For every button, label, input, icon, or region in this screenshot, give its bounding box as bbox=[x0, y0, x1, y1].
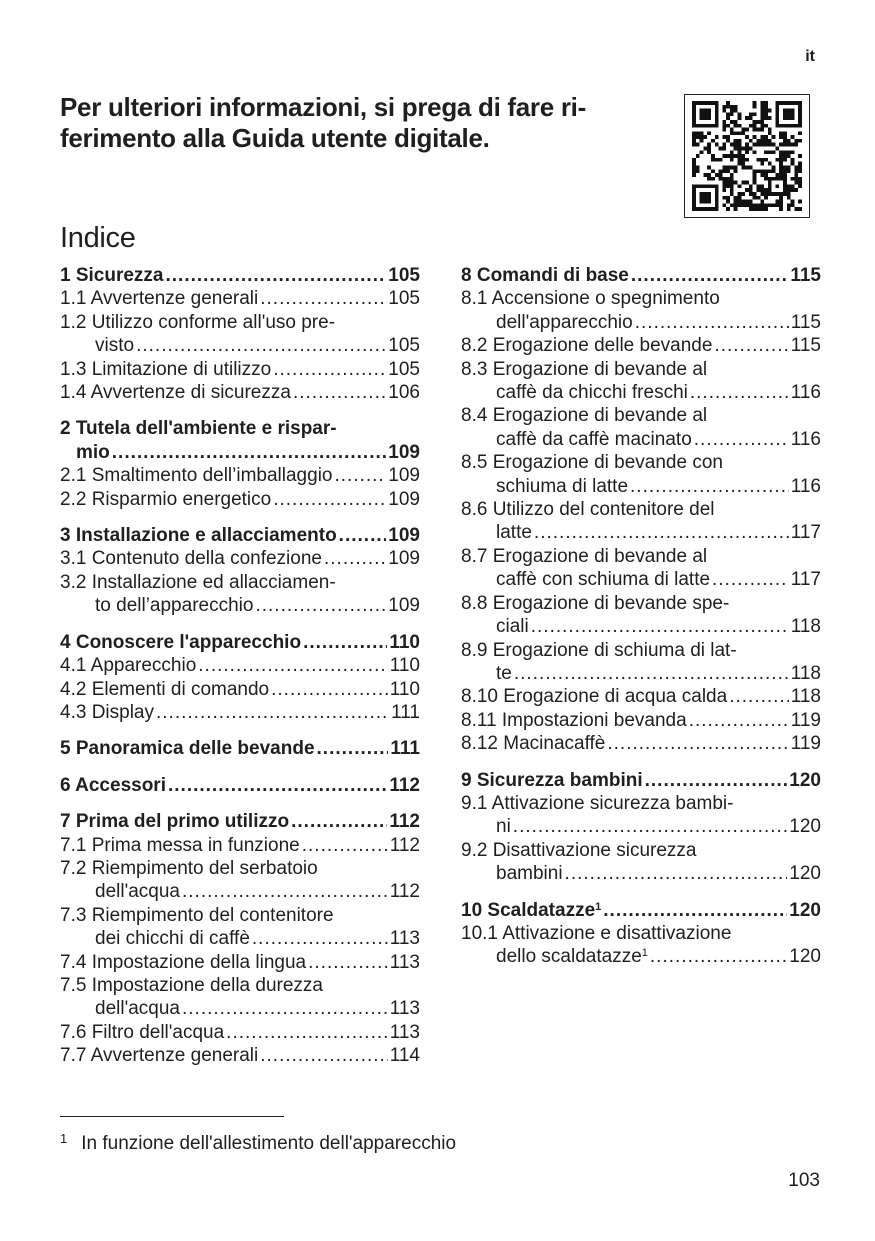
dot-leader bbox=[166, 264, 387, 287]
toc-entry-row[interactable] bbox=[461, 862, 821, 885]
toc-page-number: 112 bbox=[389, 811, 420, 833]
toc-entry-row[interactable] bbox=[461, 381, 821, 404]
toc-entry-row[interactable] bbox=[60, 810, 420, 833]
toc-page-number: 114 bbox=[389, 1045, 420, 1067]
toc-page-number: 120 bbox=[789, 899, 821, 921]
qr-code-icon[interactable] bbox=[684, 94, 810, 218]
toc-page-number: 120 bbox=[789, 816, 821, 838]
dot-leader bbox=[630, 475, 789, 498]
toc-section bbox=[60, 737, 420, 760]
toc-entry-row[interactable] bbox=[461, 334, 821, 357]
toc-subentry[interactable]: 1.2 Utilizzo conforme all'uso pre- bbox=[60, 311, 336, 333]
dot-leader bbox=[714, 334, 788, 357]
toc-entry-title: 8.2 Erogazione delle bevande bbox=[461, 335, 713, 357]
toc-entry-title: 8.10 Erogazione di acqua calda bbox=[461, 686, 728, 708]
toc-subentry[interactable]: 8.1 Accensione o spegnimento bbox=[461, 288, 720, 310]
toc-heading[interactable]: 2 Tutela dell'ambiente e rispar- bbox=[60, 418, 337, 440]
toc-entry-title: 4 Conoscere l'apparecchio bbox=[60, 631, 302, 653]
toc-page-number: 116 bbox=[790, 475, 821, 497]
page-number: 103 bbox=[788, 1170, 820, 1191]
toc-entry-title: 7.4 Impostazione della lingua bbox=[60, 951, 307, 973]
footnote-text: In funzione dell'allestimento dell'apparecchio bbox=[81, 1133, 457, 1154]
toc-page-number: 117 bbox=[790, 522, 821, 544]
toc-entry-title: 7.7 Avvertenze generali bbox=[60, 1045, 259, 1067]
dot-leader bbox=[182, 880, 388, 903]
dot-leader bbox=[635, 311, 789, 334]
toc-entry-row[interactable] bbox=[60, 334, 420, 357]
toc-page-number: 115 bbox=[790, 265, 821, 286]
toc-subentry[interactable]: 9.2 Disattivazione sicurezza bbox=[461, 839, 697, 861]
toc-entry-title: 7.6 Filtro dell'acqua bbox=[60, 1021, 225, 1043]
toc-entry-row[interactable] bbox=[60, 654, 420, 677]
toc-page-number: 118 bbox=[790, 662, 821, 684]
dot-leader bbox=[273, 488, 386, 511]
toc-entry-row[interactable] bbox=[461, 311, 821, 334]
toc-entry-row[interactable] bbox=[60, 678, 420, 701]
toc-subentry[interactable]: 7.2 Riempimento del serbatoio bbox=[60, 857, 318, 879]
toc-entry-title: te bbox=[496, 662, 512, 684]
toc-entry-title: 1.3 Limitazione di utilizzo bbox=[60, 358, 272, 380]
toc-page-number: 109 bbox=[388, 548, 420, 570]
toc-section bbox=[461, 769, 821, 886]
toc-entry-title: 1.4 Avvertenze di sicurezza bbox=[60, 382, 291, 404]
toc-entry-title: latte bbox=[496, 522, 532, 544]
toc-entry-row[interactable] bbox=[60, 381, 420, 404]
toc-entry-title: to dell’apparecchio bbox=[95, 595, 254, 617]
dot-leader bbox=[603, 899, 787, 922]
toc-entry-row[interactable] bbox=[60, 1021, 420, 1044]
dot-leader bbox=[293, 381, 386, 404]
dot-leader bbox=[273, 358, 386, 381]
toc-entry-row[interactable] bbox=[60, 701, 420, 724]
toc-section bbox=[60, 774, 420, 797]
toc-entry-title: dell'apparecchio bbox=[496, 311, 633, 333]
toc-section bbox=[60, 810, 420, 1067]
toc-page-number: 112 bbox=[389, 881, 420, 903]
dot-leader bbox=[317, 737, 389, 760]
intro-heading bbox=[60, 92, 660, 154]
toc-entry-title: dell'acqua bbox=[95, 998, 180, 1020]
toc-section bbox=[60, 264, 420, 404]
toc-page-number: 113 bbox=[389, 1021, 420, 1043]
toc-entry-title: 8.12 Macinacaffè bbox=[461, 733, 606, 755]
toc-entry-row[interactable] bbox=[60, 488, 420, 511]
toc-page-number: 113 bbox=[389, 998, 420, 1020]
toc-entry-title: caffè da chicchi freschi bbox=[496, 382, 688, 404]
toc-entry-row[interactable] bbox=[461, 568, 821, 591]
toc-page-number: 111 bbox=[390, 738, 420, 760]
toc-entry-title: visto bbox=[95, 335, 135, 357]
dot-leader bbox=[308, 951, 388, 974]
toc-entry-row[interactable] bbox=[461, 475, 821, 498]
toc-entry-title: caffè da caffè macinato bbox=[496, 428, 692, 450]
dot-leader bbox=[303, 631, 387, 654]
dot-leader bbox=[645, 769, 788, 792]
toc-entry-title: 6 Accessori bbox=[60, 774, 166, 796]
toc-entry-row[interactable] bbox=[60, 524, 420, 547]
toc-entry-title: 4.2 Elementi di comando bbox=[60, 678, 270, 700]
toc-entry-row[interactable] bbox=[60, 631, 420, 654]
toc-entry-row[interactable] bbox=[60, 880, 420, 903]
toc-page-number: 110 bbox=[389, 631, 420, 653]
toc-left-column bbox=[60, 264, 420, 1081]
toc-entry-row[interactable] bbox=[60, 774, 420, 797]
toc-page-number: 118 bbox=[790, 616, 821, 638]
toc-entry-title: schiuma di latte bbox=[496, 475, 629, 497]
toc-subentry[interactable]: 8.4 Erogazione di bevande al bbox=[461, 405, 708, 427]
toc-subentry[interactable]: 9.1 Attivazione sicurezza bambi- bbox=[461, 792, 734, 814]
toc-subentry[interactable]: 8.5 Erogazione di bevande con bbox=[461, 452, 723, 474]
toc-entry-row[interactable] bbox=[60, 264, 420, 287]
toc-page-number: 109 bbox=[388, 465, 420, 487]
toc-entry-title: dei chicchi di caffè bbox=[95, 928, 250, 950]
toc-entry-title: 3.1 Contenuto della confezione bbox=[60, 548, 322, 570]
toc-subentry[interactable]: 7.3 Riempimento del contenitore bbox=[60, 904, 334, 926]
footnote-ref: 1 bbox=[595, 900, 602, 913]
toc-entry-title: ni bbox=[496, 816, 511, 838]
toc-section bbox=[461, 264, 821, 756]
toc-page-number: 109 bbox=[388, 441, 420, 463]
dot-leader bbox=[694, 428, 789, 451]
toc-entry-row[interactable] bbox=[60, 951, 420, 974]
toc-page-number: 112 bbox=[389, 834, 420, 856]
dot-leader bbox=[198, 654, 387, 677]
toc-entry-title: bambini bbox=[496, 863, 563, 885]
toc-page-number: 110 bbox=[389, 678, 420, 700]
index-title: Indice bbox=[60, 222, 136, 254]
dot-leader bbox=[226, 1021, 388, 1044]
toc-page-number: 110 bbox=[389, 655, 420, 677]
toc-entry-row[interactable] bbox=[461, 769, 821, 792]
toc-page-number: 106 bbox=[388, 382, 420, 404]
dot-leader bbox=[324, 547, 386, 570]
toc-entry-title: 4.3 Display bbox=[60, 701, 154, 723]
dot-leader bbox=[156, 701, 389, 724]
toc-entry-row[interactable] bbox=[60, 441, 420, 464]
dot-leader bbox=[534, 521, 789, 544]
dot-leader bbox=[514, 662, 789, 685]
toc-page-number: 117 bbox=[790, 569, 821, 591]
toc-page-number: 119 bbox=[790, 709, 821, 731]
footnote bbox=[60, 1131, 456, 1155]
toc-entry-title: 1 Sicurezza bbox=[60, 265, 164, 286]
dot-leader bbox=[182, 997, 388, 1020]
toc-entry-title: 9 Sicurezza bambini bbox=[461, 769, 643, 791]
toc-entry-title: dell'acqua bbox=[95, 881, 180, 903]
toc-entry-row[interactable] bbox=[461, 685, 821, 708]
toc-entry-title: mio bbox=[76, 441, 110, 463]
dot-leader bbox=[260, 287, 386, 310]
dot-leader bbox=[631, 264, 788, 287]
dot-leader bbox=[168, 774, 387, 797]
toc-entry-row[interactable] bbox=[60, 358, 420, 381]
toc-entry-title: ciali bbox=[496, 616, 529, 638]
dot-leader bbox=[334, 464, 386, 487]
toc-page-number: 113 bbox=[389, 928, 420, 950]
toc-page-number: 105 bbox=[388, 335, 420, 357]
toc-page-number: 118 bbox=[790, 686, 821, 708]
language-code: it bbox=[805, 48, 815, 65]
toc-page-number: 109 bbox=[388, 595, 420, 617]
dot-leader bbox=[650, 945, 787, 968]
toc-subentry[interactable]: 8.3 Erogazione di bevande al bbox=[461, 358, 708, 380]
toc-entry-row[interactable] bbox=[60, 737, 420, 760]
intro-line-2: ferimento alla Guida utente digitale. bbox=[60, 123, 490, 153]
toc-right-column bbox=[461, 264, 821, 982]
qr-code-graphic bbox=[691, 101, 803, 211]
toc-entry-title: dello scaldatazze$^1$ bbox=[496, 946, 648, 968]
toc-entry-row[interactable] bbox=[461, 732, 821, 755]
toc-page-number: 116 bbox=[790, 428, 821, 450]
toc-entry-row[interactable] bbox=[461, 945, 821, 968]
toc-entry-row[interactable] bbox=[60, 997, 420, 1020]
toc-entry-row[interactable] bbox=[461, 521, 821, 544]
toc-page-number: 119 bbox=[790, 733, 821, 755]
dot-leader bbox=[260, 1044, 387, 1067]
toc-page-number: 112 bbox=[389, 774, 420, 796]
dot-leader bbox=[271, 678, 388, 701]
toc-entry-row[interactable] bbox=[60, 834, 420, 857]
footnote-rule bbox=[60, 1116, 284, 1117]
toc-section bbox=[60, 417, 420, 511]
toc-subentry[interactable]: 8.8 Erogazione di bevande spe- bbox=[461, 592, 730, 614]
dot-leader bbox=[339, 524, 387, 547]
footnote-marker: 1 bbox=[60, 1131, 68, 1146]
toc-entry-row[interactable] bbox=[461, 899, 821, 922]
toc-subentry[interactable]: 8.7 Erogazione di bevande al bbox=[461, 545, 708, 567]
toc-page-number: 120 bbox=[789, 863, 821, 885]
toc-page-number: 109 bbox=[388, 488, 420, 510]
toc-subentry[interactable]: 7.5 Impostazione della durezza bbox=[60, 974, 323, 996]
dot-leader bbox=[712, 568, 789, 591]
toc-entry-row[interactable] bbox=[461, 709, 821, 732]
toc-entry-title: 10 Scaldatazze$^1$ bbox=[461, 899, 602, 921]
dot-leader bbox=[607, 732, 788, 755]
toc-entry-row[interactable] bbox=[60, 927, 420, 950]
toc-page-number: 113 bbox=[389, 951, 420, 973]
dot-leader bbox=[255, 594, 386, 617]
toc-entry-row[interactable] bbox=[461, 264, 821, 287]
toc-subentry[interactable]: 3.2 Installazione ed allacciamen- bbox=[60, 571, 336, 593]
toc-section bbox=[60, 524, 420, 618]
dot-leader bbox=[302, 834, 388, 857]
toc-entry-title: caffè con schiuma di latte bbox=[496, 569, 711, 591]
toc-page-number: 111 bbox=[391, 701, 420, 723]
toc-section bbox=[60, 631, 420, 725]
toc-page-number: 120 bbox=[789, 946, 821, 968]
dot-leader bbox=[112, 441, 387, 464]
dot-leader bbox=[513, 815, 788, 838]
toc-page-number: 105 bbox=[388, 288, 420, 310]
toc-subentry[interactable]: 8.6 Utilizzo del contenitore del bbox=[461, 499, 715, 521]
toc-page-number: 120 bbox=[789, 769, 821, 791]
toc-entry-title: 1.1 Avvertenze generali bbox=[60, 288, 259, 310]
dot-leader bbox=[291, 810, 387, 833]
toc-page-number: 115 bbox=[790, 335, 821, 357]
toc-entry-row[interactable] bbox=[461, 815, 821, 838]
dot-leader bbox=[531, 615, 789, 638]
toc-entry-row[interactable] bbox=[60, 464, 420, 487]
dot-leader bbox=[729, 685, 789, 708]
toc-page-number: 109 bbox=[388, 525, 420, 547]
toc-entry-row[interactable] bbox=[60, 547, 420, 570]
toc-entry-row[interactable] bbox=[60, 1044, 420, 1067]
toc-entry-title: 8.11 Impostazioni bevanda bbox=[461, 709, 687, 731]
dot-leader bbox=[565, 862, 788, 885]
toc-section bbox=[461, 899, 821, 969]
toc-entry-title: 3 Installazione e allacciamento bbox=[60, 525, 337, 547]
intro-line-1: Per ulteriori informazioni, si prega di fare ri- bbox=[60, 92, 586, 122]
toc-entry-title: 4.1 Apparecchio bbox=[60, 655, 197, 677]
toc-entry-title: 2.1 Smaltimento dell’imballaggio bbox=[60, 465, 333, 487]
toc-entry-row[interactable] bbox=[461, 428, 821, 451]
dot-leader bbox=[689, 709, 789, 732]
toc-entry-row[interactable] bbox=[60, 594, 420, 617]
footnote-ref: 1 bbox=[641, 947, 648, 960]
toc-entry-row[interactable] bbox=[60, 287, 420, 310]
toc-page-number: 116 bbox=[790, 382, 821, 404]
toc-page-number: 105 bbox=[388, 358, 420, 380]
toc-subentry[interactable]: 10.1 Attivazione e disattivazione bbox=[461, 922, 732, 944]
toc-entry-row[interactable] bbox=[461, 615, 821, 638]
dot-leader bbox=[252, 927, 388, 950]
toc-entry-title: 2.2 Risparmio energetico bbox=[60, 488, 272, 510]
toc-subentry[interactable]: 8.9 Erogazione di schiuma di lat- bbox=[461, 639, 737, 661]
toc-page-number: 115 bbox=[790, 311, 821, 333]
toc-entry-title: 8 Comandi di base bbox=[461, 265, 629, 286]
toc-entry-title: 7.1 Prima messa in funzione bbox=[60, 834, 300, 856]
dot-leader bbox=[690, 381, 789, 404]
toc-entry-title: 7 Prima del primo utilizzo bbox=[60, 811, 290, 833]
toc-entry-row[interactable] bbox=[461, 662, 821, 685]
dot-leader bbox=[136, 334, 386, 357]
toc-entry-title: 5 Panoramica delle bevande bbox=[60, 738, 315, 760]
toc-page-number: 105 bbox=[388, 265, 420, 286]
